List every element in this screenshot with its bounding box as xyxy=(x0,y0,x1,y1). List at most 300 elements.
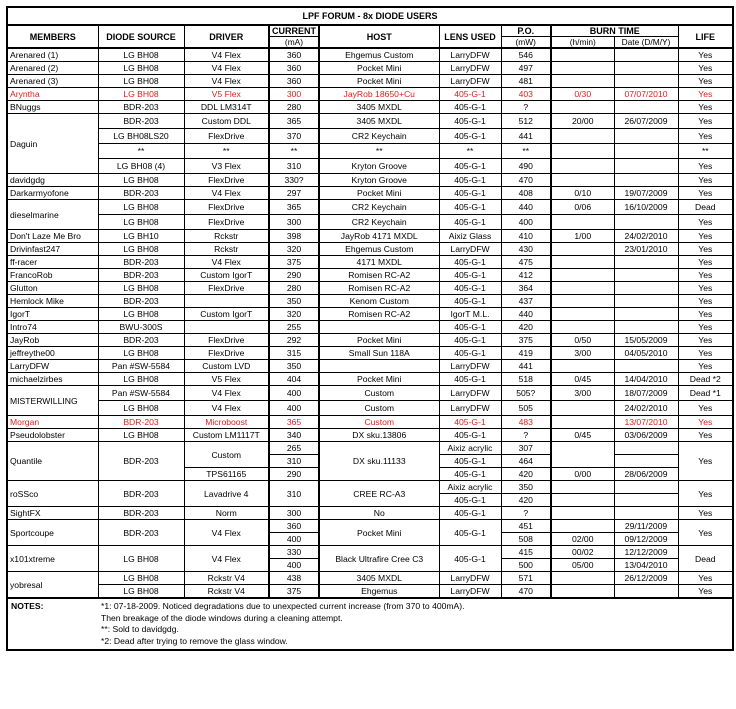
po-cell: 451 xyxy=(501,520,551,533)
diode-source-cell: LG BH08 xyxy=(98,308,184,321)
burn-date-cell xyxy=(614,585,678,599)
diode-users-sheet xyxy=(6,6,732,651)
host-cell: Romisen RC-A2 xyxy=(319,308,439,321)
po-cell: 420 xyxy=(501,321,551,334)
burn-date-cell xyxy=(614,507,678,520)
table-row xyxy=(7,334,733,347)
host-cell: Pocket Mini xyxy=(319,62,439,75)
table-row xyxy=(7,308,733,321)
burn-hmin-cell: 3/00 xyxy=(551,347,614,360)
burn-date-cell xyxy=(614,321,678,334)
member-name: michaelzirbes xyxy=(7,373,98,386)
life-cell: Yes xyxy=(678,334,733,347)
host-cell: Custom xyxy=(319,416,439,429)
burn-date-cell xyxy=(614,159,678,174)
life-cell: Yes xyxy=(678,48,733,62)
lens-cell: 405-G-1 xyxy=(439,416,501,429)
lens-cell: 405-G-1 xyxy=(439,520,501,546)
lens-cell: 405-G-1 xyxy=(439,269,501,282)
host-cell: ** xyxy=(319,144,439,159)
host-cell: DX sku.13806 xyxy=(319,429,439,442)
header-burn-time: BURN TIME xyxy=(551,25,678,37)
lens-cell: LarryDFW xyxy=(439,585,501,599)
host-cell: JayRob 18650+Cu xyxy=(319,88,439,101)
notes-text xyxy=(98,598,733,650)
current-cell: 280 xyxy=(269,282,319,295)
burn-date-cell xyxy=(614,48,678,62)
burn-date-cell: 16/10/2009 xyxy=(614,200,678,215)
host-cell: Kenom Custom xyxy=(319,295,439,308)
current-cell: 255 xyxy=(269,321,319,334)
burn-date-cell: 24/02/2010 xyxy=(614,230,678,243)
burn-hmin-cell xyxy=(551,494,614,507)
po-cell: 420 xyxy=(501,468,551,481)
burn-hmin-cell xyxy=(551,243,614,256)
diode-source-cell: BDR-203 xyxy=(98,187,184,200)
diode-source-cell: LG BH08 xyxy=(98,62,184,75)
burn-date-cell: 19/07/2009 xyxy=(614,187,678,200)
po-cell: 410 xyxy=(501,230,551,243)
diode-source-cell: BWU-300S xyxy=(98,321,184,334)
burn-date-cell: 24/02/2010 xyxy=(614,401,678,416)
current-cell: 400 xyxy=(269,386,319,401)
burn-date-cell xyxy=(614,144,678,159)
po-cell: 464 xyxy=(501,455,551,468)
current-cell: 350 xyxy=(269,295,319,308)
host-cell: Romisen RC-A2 xyxy=(319,269,439,282)
member-name: BNuggs xyxy=(7,101,98,114)
lens-cell: 405-G-1 xyxy=(439,295,501,308)
diode-source-cell: BDR-203 xyxy=(98,481,184,507)
table-row xyxy=(7,321,733,334)
current-cell: 310 xyxy=(269,455,319,468)
driver-cell xyxy=(184,295,269,308)
current-cell: 320 xyxy=(269,243,319,256)
current-cell: 300 xyxy=(269,507,319,520)
table-row xyxy=(7,295,733,308)
po-cell: 481 xyxy=(501,75,551,88)
driver-cell: V4 Flex xyxy=(184,62,269,75)
burn-hmin-cell xyxy=(551,572,614,585)
member-name: Daguin xyxy=(7,114,98,174)
life-cell: Yes xyxy=(678,101,733,114)
host-cell: Pocket Mini xyxy=(319,75,439,88)
diode-source-cell: LG BH08 xyxy=(98,546,184,572)
host-cell: Ehgemus Custom xyxy=(319,243,439,256)
burn-hmin-cell xyxy=(551,360,614,373)
po-cell: 508 xyxy=(501,533,551,546)
po-cell: 470 xyxy=(501,174,551,187)
member-name: IgorT xyxy=(7,308,98,321)
member-name: davidgdg xyxy=(7,174,98,187)
burn-date-cell: 18/07/2009 xyxy=(614,386,678,401)
current-cell: 280 xyxy=(269,101,319,114)
table-row xyxy=(7,520,733,533)
life-cell: Yes xyxy=(678,321,733,334)
driver-cell: Custom IgorT xyxy=(184,308,269,321)
lens-cell: 405-G-1 xyxy=(439,429,501,442)
table-row xyxy=(7,429,733,442)
burn-date-cell xyxy=(614,295,678,308)
lens-cell: LarryDFW xyxy=(439,386,501,401)
current-cell: 375 xyxy=(269,256,319,269)
po-cell: 518 xyxy=(501,373,551,386)
table-row xyxy=(7,481,733,494)
member-name: Sportcoupe xyxy=(7,520,98,546)
member-name: dieselmarine xyxy=(7,200,98,230)
member-name: Morgan xyxy=(7,416,98,429)
driver-cell: V4 Flex xyxy=(184,48,269,62)
member-name: Intro74 xyxy=(7,321,98,334)
host-cell: CR2 Keychain xyxy=(319,215,439,230)
life-cell: Yes xyxy=(678,347,733,360)
table-row xyxy=(7,269,733,282)
po-cell: 307 xyxy=(501,442,551,455)
life-cell: Yes xyxy=(678,129,733,144)
diode-source-cell: Pan #SW-5584 xyxy=(98,360,184,373)
diode-source-cell: LG BH08 xyxy=(98,585,184,599)
life-cell: Yes xyxy=(678,282,733,295)
lens-cell: Aixiz acrylic xyxy=(439,442,501,455)
driver-cell: Rckstr V4 xyxy=(184,572,269,585)
lens-cell: 405-G-1 xyxy=(439,114,501,129)
diode-users-table xyxy=(6,6,734,651)
member-name: Hemlock Mike xyxy=(7,295,98,308)
driver-cell: FlexDrive xyxy=(184,129,269,144)
burn-hmin-cell xyxy=(551,295,614,308)
lens-cell: LarryDFW xyxy=(439,48,501,62)
current-cell: 290 xyxy=(269,269,319,282)
driver-cell: V4 Flex xyxy=(184,401,269,416)
driver-cell: V4 Flex xyxy=(184,546,269,572)
po-cell: 440 xyxy=(501,200,551,215)
burn-date-cell xyxy=(614,442,678,455)
life-cell: Yes xyxy=(678,360,733,373)
host-cell: Kryton Groove xyxy=(319,174,439,187)
member-name: Arenared (1) xyxy=(7,48,98,62)
host-cell: Ehgemus Custom xyxy=(319,48,439,62)
current-cell: 310 xyxy=(269,159,319,174)
po-cell: 420 xyxy=(501,494,551,507)
lens-cell: LarryDFW xyxy=(439,243,501,256)
burn-hmin-cell: 0/30 xyxy=(551,88,614,101)
driver-cell: ** xyxy=(184,144,269,159)
lens-cell: 405-G-1 xyxy=(439,546,501,572)
host-cell: 3405 MXDL xyxy=(319,572,439,585)
diode-source-cell: LG BH08 xyxy=(98,282,184,295)
header-current: CURRENT xyxy=(269,25,319,37)
driver-cell: V5 Flex xyxy=(184,88,269,101)
burn-hmin-cell xyxy=(551,442,614,455)
diode-source-cell: BDR-203 xyxy=(98,295,184,308)
table-row xyxy=(7,546,733,559)
table-row xyxy=(7,507,733,520)
diode-source-cell: LG BH08LS20 xyxy=(98,129,184,144)
life-cell: Dead *2 xyxy=(678,373,733,386)
life-cell: Yes xyxy=(678,401,733,416)
notes-label: NOTES: xyxy=(7,598,98,650)
lens-cell: 405-G-1 xyxy=(439,334,501,347)
host-cell: JayRob 4171 MXDL xyxy=(319,230,439,243)
host-cell: Custom xyxy=(319,386,439,401)
note-line: *2: Dead after trying to remove the glass window. xyxy=(101,635,288,646)
po-cell: 412 xyxy=(501,269,551,282)
table-row xyxy=(7,48,733,62)
life-cell: Yes xyxy=(678,269,733,282)
burn-date-cell xyxy=(614,360,678,373)
member-name: Quantile xyxy=(7,442,98,481)
driver-cell: FlexDrive xyxy=(184,334,269,347)
burn-hmin-cell: 0/50 xyxy=(551,334,614,347)
diode-source-cell: LG BH08 xyxy=(98,200,184,215)
note-line: **: Sold to davidgdg. xyxy=(101,624,179,634)
current-cell: 360 xyxy=(269,48,319,62)
lens-cell: 405-G-1 xyxy=(439,455,501,468)
life-cell: Yes xyxy=(678,174,733,187)
table-row xyxy=(7,442,733,455)
po-cell: 403 xyxy=(501,88,551,101)
host-cell: 3405 MXDL xyxy=(319,101,439,114)
current-cell: 400 xyxy=(269,401,319,416)
current-cell: 292 xyxy=(269,334,319,347)
note-line: *1: 07-18-2009. Noticed degradations due to unexpected current increase (from 370 to 400mA). xyxy=(101,601,465,611)
current-cell: 297 xyxy=(269,187,319,200)
po-cell: 408 xyxy=(501,187,551,200)
host-cell: Kryton Groove xyxy=(319,159,439,174)
host-cell: DX sku.11133 xyxy=(319,442,439,481)
host-cell: CR2 Keychain xyxy=(319,200,439,215)
po-cell: 505? xyxy=(501,386,551,401)
burn-date-cell xyxy=(614,101,678,114)
burn-hmin-cell xyxy=(551,416,614,429)
current-cell: 375 xyxy=(269,585,319,599)
life-cell: Yes xyxy=(678,572,733,585)
burn-date-cell: 26/07/2009 xyxy=(614,114,678,129)
burn-date-cell: 14/04/2010 xyxy=(614,373,678,386)
header-members: MEMBERS xyxy=(7,25,98,48)
table-row xyxy=(7,75,733,88)
life-cell: Yes xyxy=(678,416,733,429)
driver-cell: FlexDrive xyxy=(184,347,269,360)
host-cell: No xyxy=(319,507,439,520)
notes-row xyxy=(7,598,733,650)
burn-hmin-cell: 0/00 xyxy=(551,468,614,481)
po-cell: ** xyxy=(501,144,551,159)
diode-source-cell: LG BH08 xyxy=(98,572,184,585)
burn-hmin-cell xyxy=(551,215,614,230)
po-cell: 546 xyxy=(501,48,551,62)
po-cell: 505 xyxy=(501,401,551,416)
life-cell: Yes xyxy=(678,442,733,481)
current-cell: 400 xyxy=(269,533,319,546)
diode-source-cell: ** xyxy=(98,144,184,159)
lens-cell: Aixiz acrylic xyxy=(439,481,501,494)
driver-cell xyxy=(184,321,269,334)
burn-date-cell xyxy=(614,494,678,507)
burn-date-cell: 09/12/2009 xyxy=(614,533,678,546)
driver-cell: Rckstr xyxy=(184,243,269,256)
table-row xyxy=(7,230,733,243)
lens-cell: LarryDFW xyxy=(439,401,501,416)
burn-hmin-cell xyxy=(551,48,614,62)
driver-cell: V4 Flex xyxy=(184,75,269,88)
driver-cell: FlexDrive xyxy=(184,174,269,187)
life-cell: Yes xyxy=(678,507,733,520)
current-cell: 320 xyxy=(269,308,319,321)
lens-cell: 405-G-1 xyxy=(439,129,501,144)
burn-date-cell xyxy=(614,481,678,494)
table-row xyxy=(7,159,733,174)
po-cell: 430 xyxy=(501,243,551,256)
diode-source-cell: BDR-203 xyxy=(98,269,184,282)
driver-cell: FlexDrive xyxy=(184,200,269,215)
life-cell: Yes xyxy=(678,159,733,174)
lens-cell: LarryDFW xyxy=(439,360,501,373)
lens-cell: 405-G-1 xyxy=(439,215,501,230)
current-cell: 400 xyxy=(269,559,319,572)
driver-cell: V4 Flex xyxy=(184,187,269,200)
life-cell: Yes xyxy=(678,62,733,75)
lens-cell: 405-G-1 xyxy=(439,373,501,386)
burn-date-cell xyxy=(614,308,678,321)
lens-cell: 405-G-1 xyxy=(439,159,501,174)
diode-source-cell: LG BH08 xyxy=(98,215,184,230)
life-cell: ** xyxy=(678,144,733,159)
lens-cell: 405-G-1 xyxy=(439,494,501,507)
current-cell: 315 xyxy=(269,347,319,360)
burn-hmin-cell xyxy=(551,481,614,494)
current-cell: 300 xyxy=(269,88,319,101)
member-name: Don't Laze Me Bro xyxy=(7,230,98,243)
member-name: Pseudolobster xyxy=(7,429,98,442)
burn-hmin-cell: 00/02 xyxy=(551,546,614,559)
burn-date-cell xyxy=(614,215,678,230)
member-name: FrancoRob xyxy=(7,269,98,282)
burn-hmin-cell: 20/00 xyxy=(551,114,614,129)
header-po-unit: (mW) xyxy=(501,37,551,49)
po-cell: 483 xyxy=(501,416,551,429)
burn-hmin-cell xyxy=(551,401,614,416)
lens-cell: 405-G-1 xyxy=(439,174,501,187)
driver-cell: Custom IgorT xyxy=(184,269,269,282)
life-cell: Yes xyxy=(678,481,733,507)
driver-cell: Norm xyxy=(184,507,269,520)
driver-cell: V4 Flex xyxy=(184,520,269,546)
burn-hmin-cell: 0/10 xyxy=(551,187,614,200)
host-cell: 3405 MXDL xyxy=(319,114,439,129)
header-burn-date: Date (D/M/Y) xyxy=(614,37,678,49)
burn-date-cell: 03/06/2009 xyxy=(614,429,678,442)
burn-hmin-cell xyxy=(551,269,614,282)
burn-date-cell xyxy=(614,62,678,75)
diode-source-cell: BDR-203 xyxy=(98,101,184,114)
burn-hmin-cell: 0/45 xyxy=(551,373,614,386)
burn-date-cell: 12/12/2009 xyxy=(614,546,678,559)
diode-source-cell: BDR-203 xyxy=(98,256,184,269)
table-row xyxy=(7,62,733,75)
burn-hmin-cell xyxy=(551,585,614,599)
po-cell: ? xyxy=(501,101,551,114)
table-row xyxy=(7,585,733,599)
host-cell: Ehgemus xyxy=(319,585,439,599)
diode-source-cell: BDR-203 xyxy=(98,334,184,347)
member-name: roSSco xyxy=(7,481,98,507)
diode-source-cell: LG BH08 xyxy=(98,75,184,88)
table-row xyxy=(7,347,733,360)
burn-date-cell: 15/05/2009 xyxy=(614,334,678,347)
burn-date-cell xyxy=(614,75,678,88)
life-cell: Dead *1 xyxy=(678,386,733,401)
lens-cell: Aixiz Glass xyxy=(439,230,501,243)
driver-cell: FlexDrive xyxy=(184,282,269,295)
life-cell: Dead xyxy=(678,546,733,572)
driver-cell: TPS61165 xyxy=(184,468,269,481)
lens-cell: 405-G-1 xyxy=(439,187,501,200)
current-cell: 340 xyxy=(269,429,319,442)
driver-cell: V4 Flex xyxy=(184,256,269,269)
table-row xyxy=(7,373,733,386)
table-row xyxy=(7,200,733,215)
driver-cell: Custom xyxy=(184,442,269,468)
member-name: MISTERWILLING xyxy=(7,386,98,416)
life-cell: Yes xyxy=(678,114,733,129)
po-cell: 350 xyxy=(501,481,551,494)
header-po: P.O. xyxy=(501,25,551,37)
burn-hmin-cell xyxy=(551,520,614,533)
life-cell: Dead xyxy=(678,200,733,215)
member-name: Drivinfast247 xyxy=(7,243,98,256)
po-cell: 500 xyxy=(501,559,551,572)
header-lens: LENS USED xyxy=(439,25,501,48)
lens-cell: 405-G-1 xyxy=(439,282,501,295)
title-row xyxy=(7,7,733,25)
table-row xyxy=(7,101,733,114)
po-cell: 512 xyxy=(501,114,551,129)
po-cell: 419 xyxy=(501,347,551,360)
table-row xyxy=(7,174,733,187)
host-cell: Pocket Mini xyxy=(319,187,439,200)
life-cell: Yes xyxy=(678,75,733,88)
life-cell: Yes xyxy=(678,88,733,101)
burn-date-cell: 29/11/2009 xyxy=(614,520,678,533)
burn-hmin-cell xyxy=(551,129,614,144)
table-row xyxy=(7,114,733,129)
lens-cell: 405-G-1 xyxy=(439,347,501,360)
host-cell: Romisen RC-A2 xyxy=(319,282,439,295)
diode-source-cell: LG BH08 xyxy=(98,48,184,62)
burn-date-cell xyxy=(614,455,678,468)
burn-date-cell: 23/01/2010 xyxy=(614,243,678,256)
burn-hmin-cell: 1/00 xyxy=(551,230,614,243)
diode-source-cell: BDR-203 xyxy=(98,416,184,429)
member-name: Darkarmyofone xyxy=(7,187,98,200)
po-cell: 437 xyxy=(501,295,551,308)
lens-cell: 405-G-1 xyxy=(439,256,501,269)
driver-cell: V5 Flex xyxy=(184,373,269,386)
burn-hmin-cell xyxy=(551,256,614,269)
lens-cell: 405-G-1 xyxy=(439,200,501,215)
current-cell: 365 xyxy=(269,416,319,429)
member-name: x101xtreme xyxy=(7,546,98,572)
table-row xyxy=(7,360,733,373)
life-cell: Yes xyxy=(678,215,733,230)
current-cell: 438 xyxy=(269,572,319,585)
host-cell: Pocket Mini xyxy=(319,373,439,386)
po-cell: 441 xyxy=(501,129,551,144)
life-cell: Yes xyxy=(678,243,733,256)
lens-cell: LarryDFW xyxy=(439,75,501,88)
current-cell: 360 xyxy=(269,62,319,75)
